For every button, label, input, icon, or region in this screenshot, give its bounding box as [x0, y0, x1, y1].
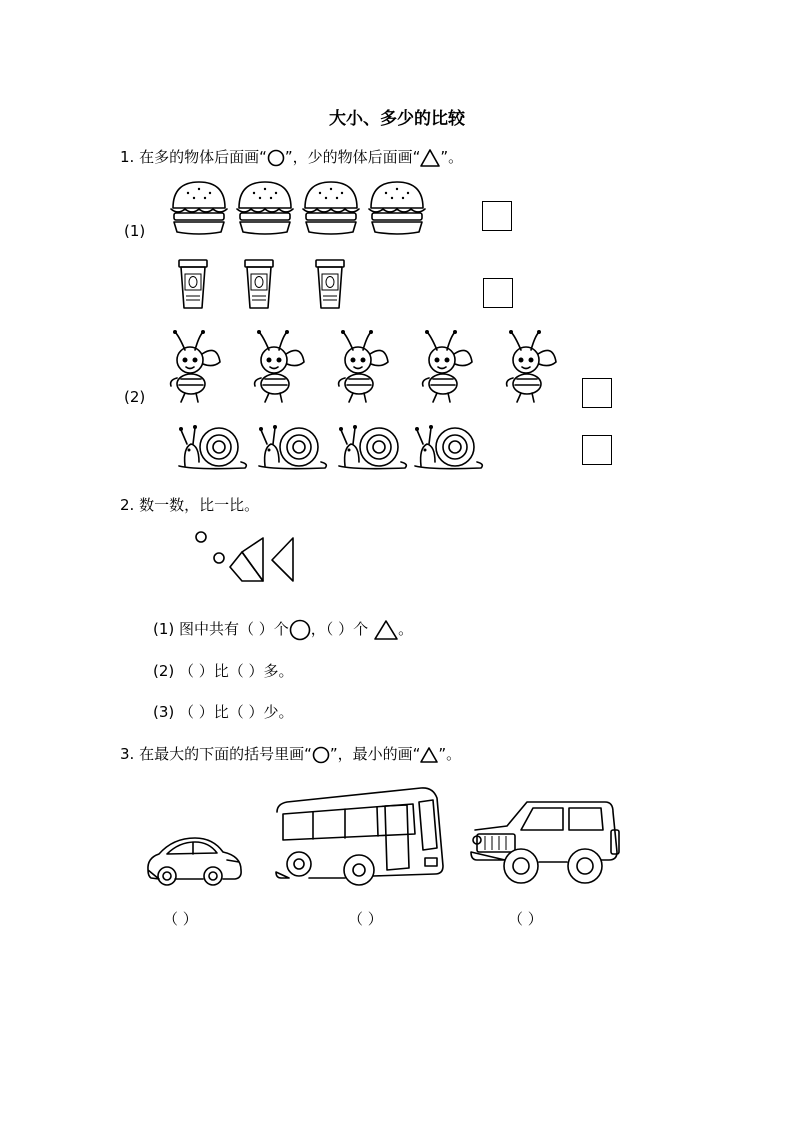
- circle-icon: [289, 619, 311, 641]
- q2-line-1-part-b: ，（ ）个: [310, 620, 369, 638]
- q2-line-1: [153, 618, 413, 641]
- question-3-prompt: [120, 743, 461, 764]
- q3-answer-paren-bus[interactable]: （ ）: [348, 910, 383, 928]
- bee-icon: [171, 330, 220, 402]
- circle-icon: [267, 149, 285, 167]
- q2-line-2: (2) （ ）比（ ）多。: [153, 662, 294, 680]
- fish-shape-figure: [190, 528, 300, 584]
- snail-icon: [179, 425, 246, 469]
- triangle-icon: [374, 620, 398, 640]
- page-title: 大小、多少的比较: [329, 109, 465, 129]
- q1-prompt-part-a: 1. 在多的物体后面画“: [120, 148, 267, 166]
- q2-line-3: (3) （ ）比（ ）少。: [153, 703, 294, 721]
- q1-answer-box-snails[interactable]: [582, 435, 612, 465]
- q1-part1-label: (1): [124, 222, 146, 240]
- bee-row: [165, 328, 565, 410]
- q1-prompt-part-b: ”，少的物体后面画“: [284, 148, 421, 166]
- snail-row: [175, 422, 485, 474]
- q1-answer-box-burgers[interactable]: [482, 201, 512, 231]
- q3-answer-paren-car[interactable]: （ ）: [163, 910, 198, 928]
- q1-part2-label: (2): [124, 388, 146, 406]
- hamburger-row: [168, 178, 438, 238]
- question-1-prompt: [120, 146, 463, 167]
- q2-line-1-part-c: 。: [398, 620, 414, 638]
- triangle-1: [230, 552, 263, 581]
- q1-prompt-part-c: ”。: [440, 148, 464, 166]
- triangle-icon: [420, 149, 440, 167]
- q2-line-1-part-a: (1) 图中共有（ ）个: [153, 620, 289, 638]
- bus-icon: [273, 784, 445, 888]
- q1-answer-box-bees[interactable]: [582, 378, 612, 408]
- triangle-icon: [420, 747, 438, 763]
- cup-row: [178, 258, 358, 312]
- triangle-2: [242, 538, 263, 581]
- circle-icon: [312, 746, 330, 764]
- jeep-icon: [467, 796, 623, 888]
- coffee-cup-icon: [179, 260, 207, 308]
- small-circle-2: [214, 553, 224, 563]
- q3-prompt-part-a: 3. 在最大的下面的括号里画“: [120, 745, 312, 763]
- q3-answer-paren-jeep[interactable]: （ ）: [508, 910, 543, 928]
- q3-prompt-part-b: ”，最小的画“: [329, 745, 421, 763]
- car-icon: [145, 832, 245, 888]
- small-circle-1: [196, 532, 206, 542]
- q3-prompt-part-c: ”。: [438, 745, 462, 763]
- question-2-prompt: 2. 数一数，比一比。: [120, 496, 260, 514]
- q1-answer-box-cups[interactable]: [483, 278, 513, 308]
- hamburger-icon: [171, 182, 227, 234]
- triangle-3: [272, 538, 293, 581]
